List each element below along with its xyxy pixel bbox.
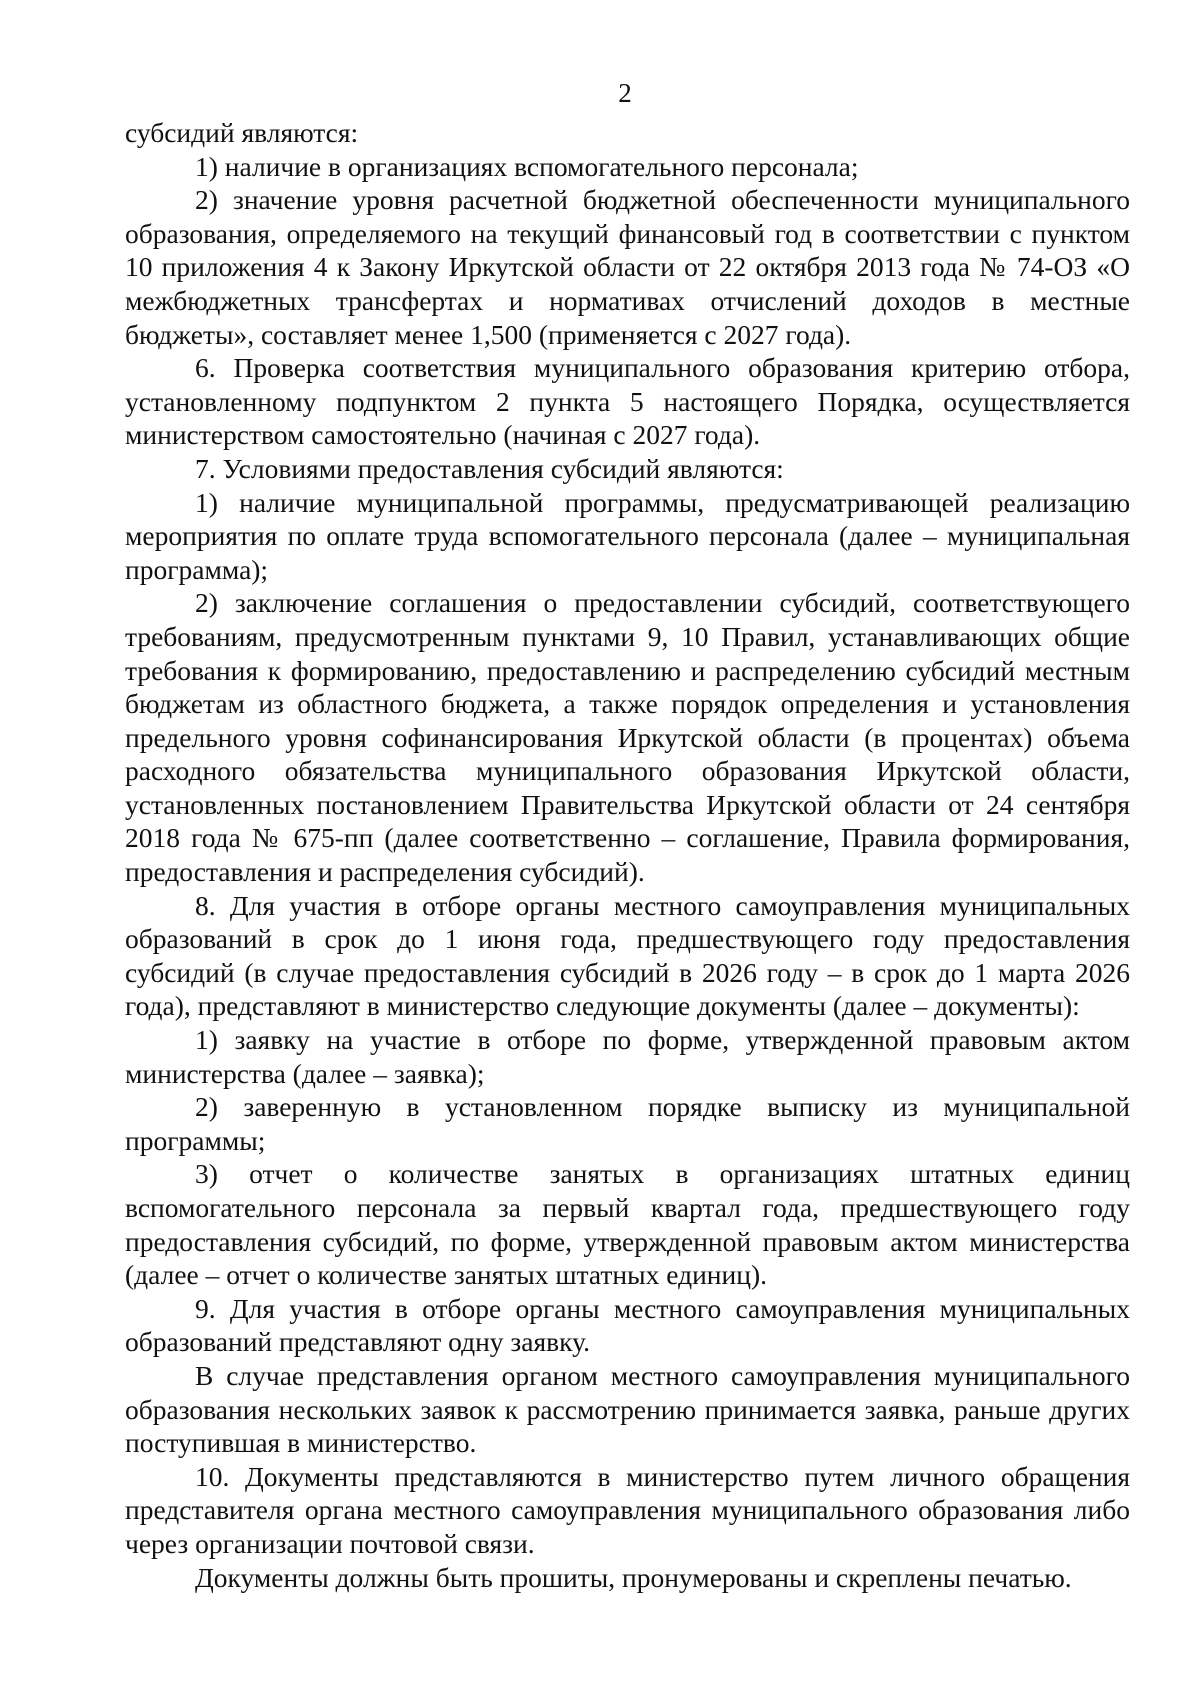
paragraph-clause-8: 8. Для участия в отборе органы местного самоуправления муниципальных образований в срок до 1 июня года, предшествующего году предоставления субсидий (в случае предоставления субсидий в 2026 году – в срок до 1 марта 2026 года), представляют в министерство следующие документы (далее – документы):	[125, 889, 1130, 1022]
paragraph-item-1: 1) наличие в организациях вспомогательного персонала;	[195, 150, 859, 182]
paragraph-clause-7-item-1: 1) наличие муниципальной программы, предусматривающей реализацию мероприятия по оплате труда вспомогательного персонала (далее – муниципальная программа);	[125, 486, 1130, 585]
paragraph-continuation: субсидий являются:	[125, 117, 359, 148]
paragraph-clause-8-item-3: 3) отчет о количестве занятых в организациях штатных единиц вспомогательного персонала за первый квартал года, предшествующего году предоставления субсидий, по форме, утвержденной правовым актом министерства (далее – отчет о количестве занятых штатных единиц).	[125, 1158, 1130, 1291]
paragraph-clause-10-note: Документы должны быть прошиты, пронумерованы и скреплены печатью.	[195, 1561, 1072, 1593]
page-number: 2	[618, 78, 632, 108]
paragraph-clause-7-item-2: 2) заключение соглашения о предоставлении субсидий, соответствующего требованиям, предусмотренным пунктами 9, 10 Правил, устанавливающих общие требования к формированию, предоставлению и распределению субсидий местным бюджетам из областного бюджета, а также порядок определения и установления предельного уровня софинансирования Иркутской области (в процентах) объема расходного обязательства муниципального образования Иркутской области, установленных постановлением Правительства Иркутской области от 24 сентября 2018 года № 675-пп (далее соответственно – соглашение, Правила формирования, предоставления и распределения субсидий).	[125, 587, 1130, 888]
paragraph-clause-9-note: В случае представления органом местного самоуправления муниципального образования нескольких заявок к рассмотрению принимается заявка, раньше других поступившая в министерство.	[125, 1359, 1130, 1459]
paragraph-clause-9: 9. Для участия в отборе органы местного самоуправления муниципальных образований представляют одну заявку.	[125, 1292, 1130, 1358]
paragraph-clause-8-item-2: 2) заверенную в установленном порядке выписку из муниципальной программы;	[125, 1091, 1130, 1156]
paragraph-item-2: 2) значение уровня расчетной бюджетной обеспеченности муниципального образования, определяемого на текущий финансовый год в соответствии с пунктом 10 приложения 4 к Закону Иркутской области от 22 октября 2013 года № 74-ОЗ «О межбюджетных трансфертах и нормативах отчислений доходов в местные бюджеты», составляет менее 1,500 (применяется с 2027 года).	[125, 184, 1130, 350]
paragraph-clause-8-item-1: 1) заявку на участие в отборе по форме, утвержденной правовым актом министерства (далее – заявка);	[125, 1024, 1130, 1089]
paragraph-clause-10: 10. Документы представляются в министерство путем личного обращения представителя органа местного самоуправления муниципального образования либо через организации почтовой связи.	[125, 1460, 1130, 1559]
document-body	[125, 116, 1130, 1594]
paragraph-clause-6: 6. Проверка соответствия муниципального образования критерию отбора, установленному подпунктом 2 пункта 5 настоящего Порядка, осуществляется министерством самостоятельно (начиная с 2027 года).	[125, 352, 1130, 451]
paragraph-clause-7: 7. Условиями предоставления субсидий являются:	[195, 452, 784, 484]
